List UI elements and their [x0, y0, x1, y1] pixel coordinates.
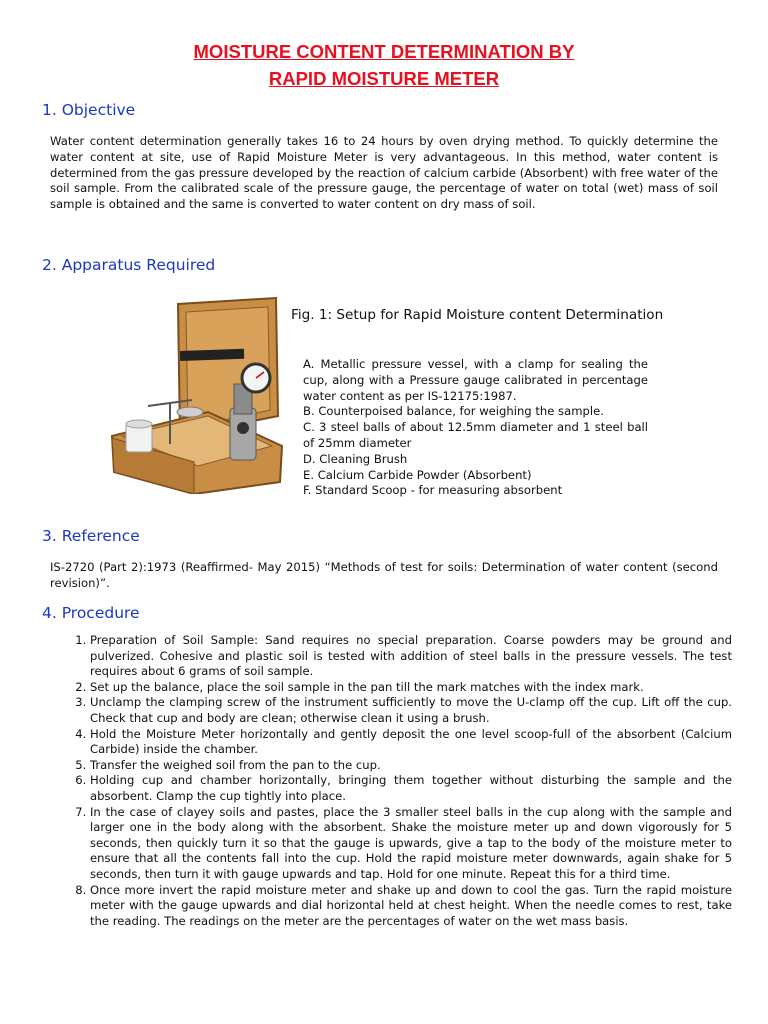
procedure-list — [50, 633, 732, 929]
apparatus-item: D. Cleaning Brush — [303, 451, 408, 466]
title-line-1: MOISTURE CONTENT DETERMINATION BY — [193, 41, 575, 62]
reference-text: IS-2720 (Part 2):1973 (Reaffirmed- May 2015) “Methods of test for soils: Determination of water content (second revision)”. — [50, 560, 718, 590]
procedure-step: 1. Preparation of Soil Sample: Sand requires no special preparation. Coarse powders may be ground and pulverized. Cohesive and plastic soil is tested with addition of steel balls in the pressure vessels. The test requires about 6 grams of soil sample. — [90, 633, 732, 680]
procedure-step: 6. Holding cup and chamber horizontally, bringing them together without disturbing the sample and the absorbent. Clamp the cup tightly into place. — [90, 773, 732, 804]
procedure-step: 4. Hold the Moisture Meter horizontally and gently deposit the one level scoop-full of the absorbent (Calcium Carbide) inside the chamber. — [90, 727, 732, 758]
procedure-step: 5. Transfer the weighed soil from the pan to the cup. — [90, 758, 732, 774]
rapid-moisture-meter-image — [108, 296, 284, 494]
objective-heading: 1. Objective — [42, 101, 136, 119]
procedure-step: 8. Once more invert the rapid moisture meter and shake up and down to cool the gas. Turn the rapid moisture meter with the gauge upwards and dial horizontal held at chest height. When the needle comes to rest, take the reading. The readings on the meter are the percentages of water on the wet mass basis. — [90, 883, 732, 930]
procedure-step: 3. Unclamp the clamping screw of the instrument sufficiently to move the U-clamp off the cup. Lift off the cup. Check that cup and body are clean; otherwise clean it using a brush. — [90, 695, 732, 726]
apparatus-item: B. Counterpoised balance, for weighing the sample. — [303, 404, 604, 419]
apparatus-item: F. Standard Scoop - for measuring absorbent — [303, 483, 563, 498]
apparatus-list — [303, 357, 648, 499]
apparatus-heading: 2. Apparatus Required — [42, 256, 216, 274]
procedure-step: 7. In the case of clayey soils and pastes, place the 3 smaller steel balls in the cup along with the sample and larger one in the body along with the absorbent. Shake the moisture meter up and down vigorously for 5 seconds, then quickly turn it so that the gauge is upwards, give a tap to the body of the moisture meter to ensure that all the contents fall into the cup. Hold the rapid moisture meter downwards, again shake for 5 seconds, then turn it with gauge upwards and tap. Hold for one minute. Repeat this for a third time. — [90, 805, 732, 883]
reference-heading: 3. Reference — [42, 527, 140, 545]
title-line-2: RAPID MOISTURE METER — [268, 68, 500, 89]
procedure-step: 2. Set up the balance, place the soil sample in the pan till the mark matches with the index mark. — [90, 680, 732, 696]
apparatus-item: E. Calcium Carbide Powder (Absorbent) — [303, 467, 532, 482]
document-title — [60, 38, 708, 92]
apparatus-item: C. 3 steel balls of about 12.5mm diameter and 1 steel ball of 25mm diameter — [303, 420, 648, 450]
apparatus-item: A. Metallic pressure vessel, with a clamp for sealing the cup, along with a Pressure gauge calibrated in percentage water content as per IS-12175:1987. — [303, 357, 648, 403]
procedure-heading: 4. Procedure — [42, 604, 140, 622]
figure-caption: Fig. 1: Setup for Rapid Moisture content Determination — [291, 307, 664, 323]
objective-text: Water content determination generally takes 16 to 24 hours by oven drying method. To quickly determine the water content at site, use of Rapid Moisture Meter is very advantageous. In this method, water content is determined from the gas pressure developed by the reaction of calcium carbide (Absorbent) with free water of the soil sample. From the calibrated scale of the pressure gauge, the percentage of water on total (wet) mass of soil sample is obtained and the same is converted to water content on dry mass of soil. — [50, 134, 718, 212]
